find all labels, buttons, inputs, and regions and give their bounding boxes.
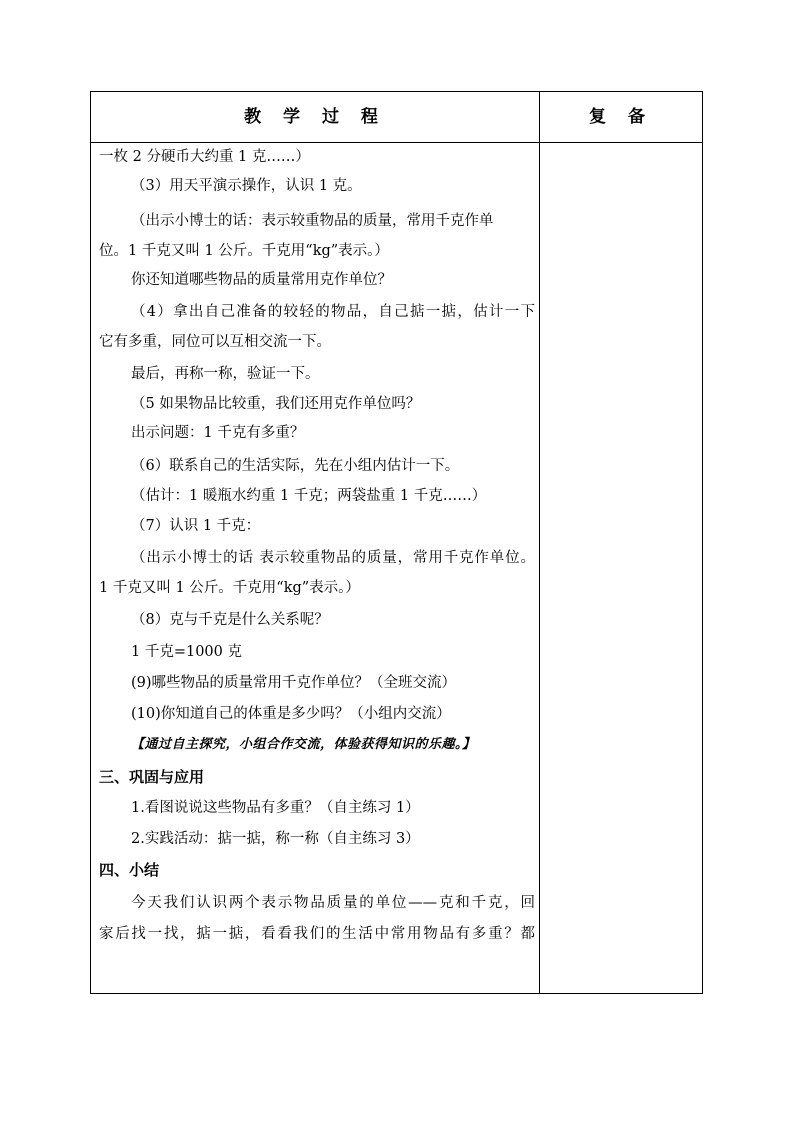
text-line: 最后，再称一称，验证一下。 [131, 366, 320, 382]
text-line: （出示小博士的话：表示较重物品的质量，常用千克作单 [131, 213, 494, 229]
text-line: 一枚 2 分硬币大约重 1 克……） [99, 149, 310, 165]
text-line: 1.看图说说这些物品有多重？（自主练习 1） [131, 800, 420, 816]
teaching-note: 【通过自主探究，小组合作交流，体验获得知识的乐趣。】 [131, 737, 476, 752]
header-teaching-process: 教 学 过 程 [244, 107, 386, 127]
text-line: （6）联系自己的生活实际，先在小组内估计一下。 [131, 458, 460, 474]
lesson-plan-table [90, 91, 703, 994]
text-line: （出示小博士的话 表示较重物品的质量，常用千克作单位。 [131, 550, 535, 566]
text-line: （估计：1 暖瓶水约重 1 千克；两袋盐重 1 千克……） [131, 488, 487, 504]
text-line: （5 如果物品比较重，我们还用克作单位吗？ [131, 396, 421, 412]
text-line: 1 千克又叫 1 公斤。千克用“kg”表示。） [99, 580, 360, 596]
text-line: (10)你知道自己的体重是多少吗？（小组内交流） [131, 706, 451, 722]
text-line: (9)哪些物品的质量常用千克作单位？（全班交流） [131, 675, 457, 691]
text-line: 今天我们认识两个表示物品质量的单位——克和千克，回 [131, 895, 535, 911]
text-line: 位。1 千克又叫 1 公斤。千克用“kg”表示。） [99, 243, 389, 259]
section-heading-summary: 四、小结 [99, 861, 160, 879]
text-line: （3）用天平演示操作，认识 1 克。 [131, 178, 362, 194]
header-lesson-preparation: 复 备 [589, 107, 653, 127]
text-line: （7）认识 1 千克： [131, 518, 261, 534]
text-line: 它有多重，同位可以互相交流一下。 [99, 334, 331, 350]
section-heading-consolidation: 三、巩固与应用 [99, 768, 205, 786]
text-line: 1 千克=1000 克 [131, 644, 242, 660]
table-header-row [91, 92, 702, 143]
text-line: （4）拿出自己准备的较轻的物品，自己掂一掂，估计一下 [131, 304, 535, 320]
text-line: 你还知道哪些物品的质量常用克作单位？ [131, 272, 392, 288]
teaching-process-content [91, 143, 539, 993]
text-line: 家后找一找，掂一掂，看看我们的生活中常用物品有多重？都 [99, 926, 535, 942]
text-line: 2.实践活动：掂一掂，称一称（自主练习 3） [131, 831, 420, 847]
column-divider [539, 92, 540, 993]
text-line: （8）克与千克是什么关系呢？ [131, 612, 329, 628]
text-line: 出示问题：1 千克有多重？ [131, 425, 305, 441]
